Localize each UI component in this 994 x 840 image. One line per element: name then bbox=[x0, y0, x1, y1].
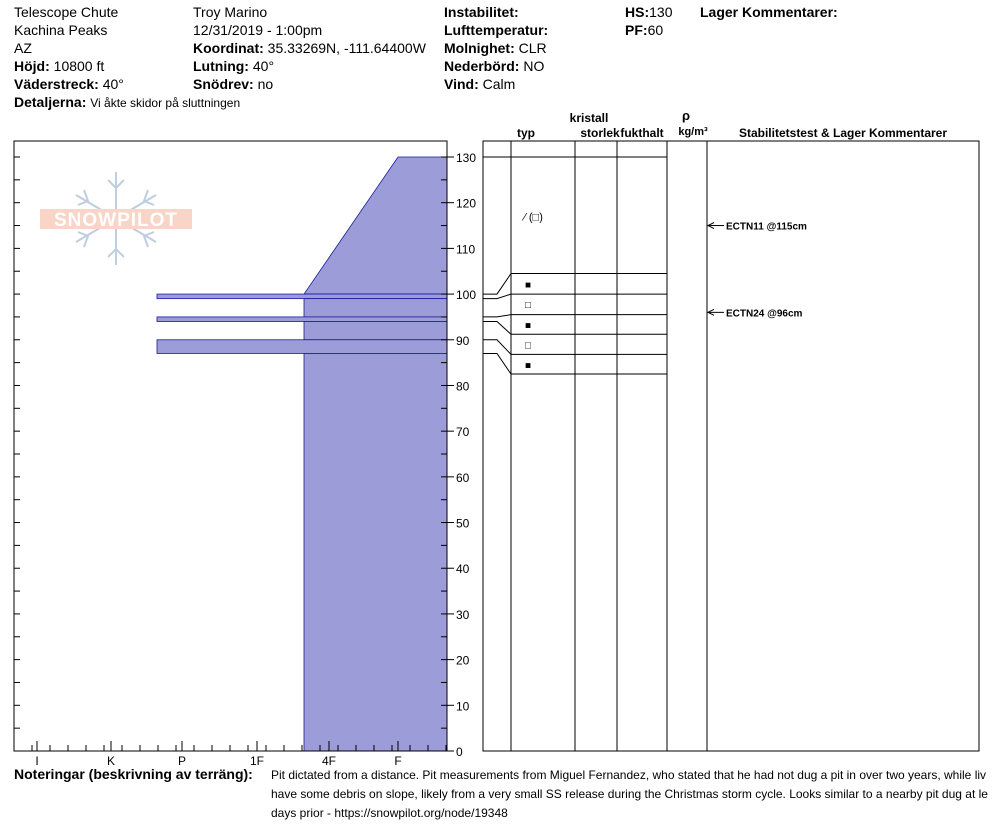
density-header: kg/m³ bbox=[678, 126, 708, 138]
stability-test-label: ECTN24 @96cm bbox=[726, 308, 803, 320]
elevation-value: 10800 ft bbox=[53, 58, 105, 74]
layer-comments-label: Lager Kommentarer: bbox=[700, 4, 838, 20]
drift-label: Snödrev: bbox=[193, 76, 254, 92]
notes-line: have some debris on slope, likely from a very small SS release during the Christmas storm cycle. Looks similar to a nearby pit dug at le bbox=[271, 787, 988, 801]
y-tick-label: 120 bbox=[456, 196, 477, 211]
sky-label: Molnighet: bbox=[444, 40, 515, 56]
snowpilot-logo bbox=[40, 172, 192, 265]
slope-value: 40° bbox=[252, 58, 275, 74]
aspect-value: 40° bbox=[102, 76, 124, 92]
details-value: Vi åkte skidor på sluttningen bbox=[90, 96, 241, 110]
coord-label: Koordinat: bbox=[193, 40, 264, 56]
hardness-tick-label: P bbox=[177, 754, 187, 768]
pf-label: PF: bbox=[625, 22, 648, 38]
y-tick-label: 20 bbox=[456, 653, 470, 668]
type-header: typ bbox=[517, 126, 535, 140]
hardness-tick-label: F bbox=[394, 754, 402, 768]
hardness-tick-label: 4F bbox=[321, 754, 337, 768]
notes-label: Noteringar (beskrivning av terräng): bbox=[14, 766, 253, 782]
hardness-layer bbox=[157, 340, 447, 354]
y-tick-label: 100 bbox=[456, 288, 477, 303]
details-label: Detaljerna: bbox=[14, 94, 87, 110]
notes-line: days prior - https://snowpilot.org/node/19348 bbox=[271, 806, 508, 820]
y-tick-label: 60 bbox=[456, 470, 470, 485]
instability-label: Instabilitet: bbox=[444, 4, 519, 20]
layer-leader bbox=[483, 321, 511, 334]
airtemp-label: Lufttemperatur: bbox=[444, 22, 549, 38]
pf-value: 60 bbox=[647, 22, 664, 38]
observation-datetime: 12/31/2019 - 1:00pm bbox=[193, 22, 323, 38]
crystal-symbol: ■ bbox=[524, 280, 532, 292]
layer-leader bbox=[483, 294, 511, 299]
y-tick-label: 110 bbox=[456, 242, 476, 257]
logo-text: SNOWPILOT bbox=[53, 210, 179, 231]
layer-leader bbox=[483, 353, 511, 374]
crystal-symbol: ■ bbox=[524, 360, 532, 372]
state-name: AZ bbox=[14, 40, 32, 56]
hardness-tick-label: I bbox=[35, 754, 39, 768]
moisture-header: fukthalt bbox=[620, 126, 664, 140]
aspect-label: Väderstreck: bbox=[14, 76, 99, 92]
hardness-tick-label: 1F bbox=[249, 754, 265, 768]
location-name: Telescope Chute bbox=[14, 4, 119, 20]
y-tick-label: 90 bbox=[456, 333, 470, 348]
hs-value: 130 bbox=[649, 4, 673, 20]
hardness-layer bbox=[157, 317, 447, 322]
precip-value: NO bbox=[523, 58, 545, 74]
layer-leader bbox=[483, 274, 511, 295]
hardness-layer bbox=[304, 157, 447, 294]
hardness-layer bbox=[157, 294, 447, 299]
size-header: storlek bbox=[580, 126, 620, 140]
crystal-header: kristall bbox=[569, 111, 609, 125]
hardness-profile-group bbox=[157, 157, 447, 751]
stability-test-label: ECTN11 @115cm bbox=[726, 221, 807, 233]
wind-label: Vind: bbox=[444, 76, 479, 92]
notes-text bbox=[271, 766, 994, 823]
area-name: Kachina Peaks bbox=[14, 22, 108, 38]
hardness-layer bbox=[304, 299, 447, 317]
hardness-tick-label: K bbox=[106, 754, 116, 768]
elevation-label: Höjd: bbox=[14, 58, 50, 74]
notes-line: Pit dictated from a distance. Pit measurements from Miguel Fernandez, who stated that he had not dug a pit in over two years, while liv bbox=[271, 768, 987, 782]
y-tick-label: 50 bbox=[456, 516, 470, 531]
drift-value: no bbox=[257, 76, 274, 92]
hs-label: HS: bbox=[625, 4, 650, 20]
crystal-symbol: □ bbox=[524, 300, 532, 312]
coord-value: 35.33269N, -111.64400W bbox=[267, 40, 426, 56]
y-tick-label: 130 bbox=[456, 151, 477, 165]
crystal-symbol: ⁄ (□) bbox=[524, 211, 543, 224]
stability-header: Stabilitetstest & Lager Kommentarer bbox=[738, 126, 948, 140]
rho-header: ρ bbox=[681, 108, 691, 123]
hardness-layer bbox=[304, 321, 447, 339]
layer-leader bbox=[483, 340, 511, 355]
sky-value: CLR bbox=[518, 40, 547, 56]
y-tick-label: 10 bbox=[456, 699, 470, 714]
hardness-layer bbox=[304, 353, 447, 751]
y-tick-label: 70 bbox=[456, 425, 470, 440]
layer-leader bbox=[483, 315, 511, 317]
y-tick-label: 80 bbox=[456, 379, 470, 394]
y-tick-label: 40 bbox=[456, 562, 470, 577]
wind-value: Calm bbox=[482, 76, 516, 92]
crystal-symbol: ■ bbox=[524, 320, 532, 332]
observer-name: Troy Marino bbox=[193, 4, 268, 20]
y-tick-label: 30 bbox=[456, 607, 470, 622]
precip-label: Nederbörd: bbox=[444, 58, 520, 74]
y-tick-label: 0 bbox=[456, 745, 463, 759]
crystal-symbol: □ bbox=[524, 340, 532, 352]
slope-label: Lutning: bbox=[193, 58, 249, 74]
layer-table bbox=[483, 141, 979, 751]
